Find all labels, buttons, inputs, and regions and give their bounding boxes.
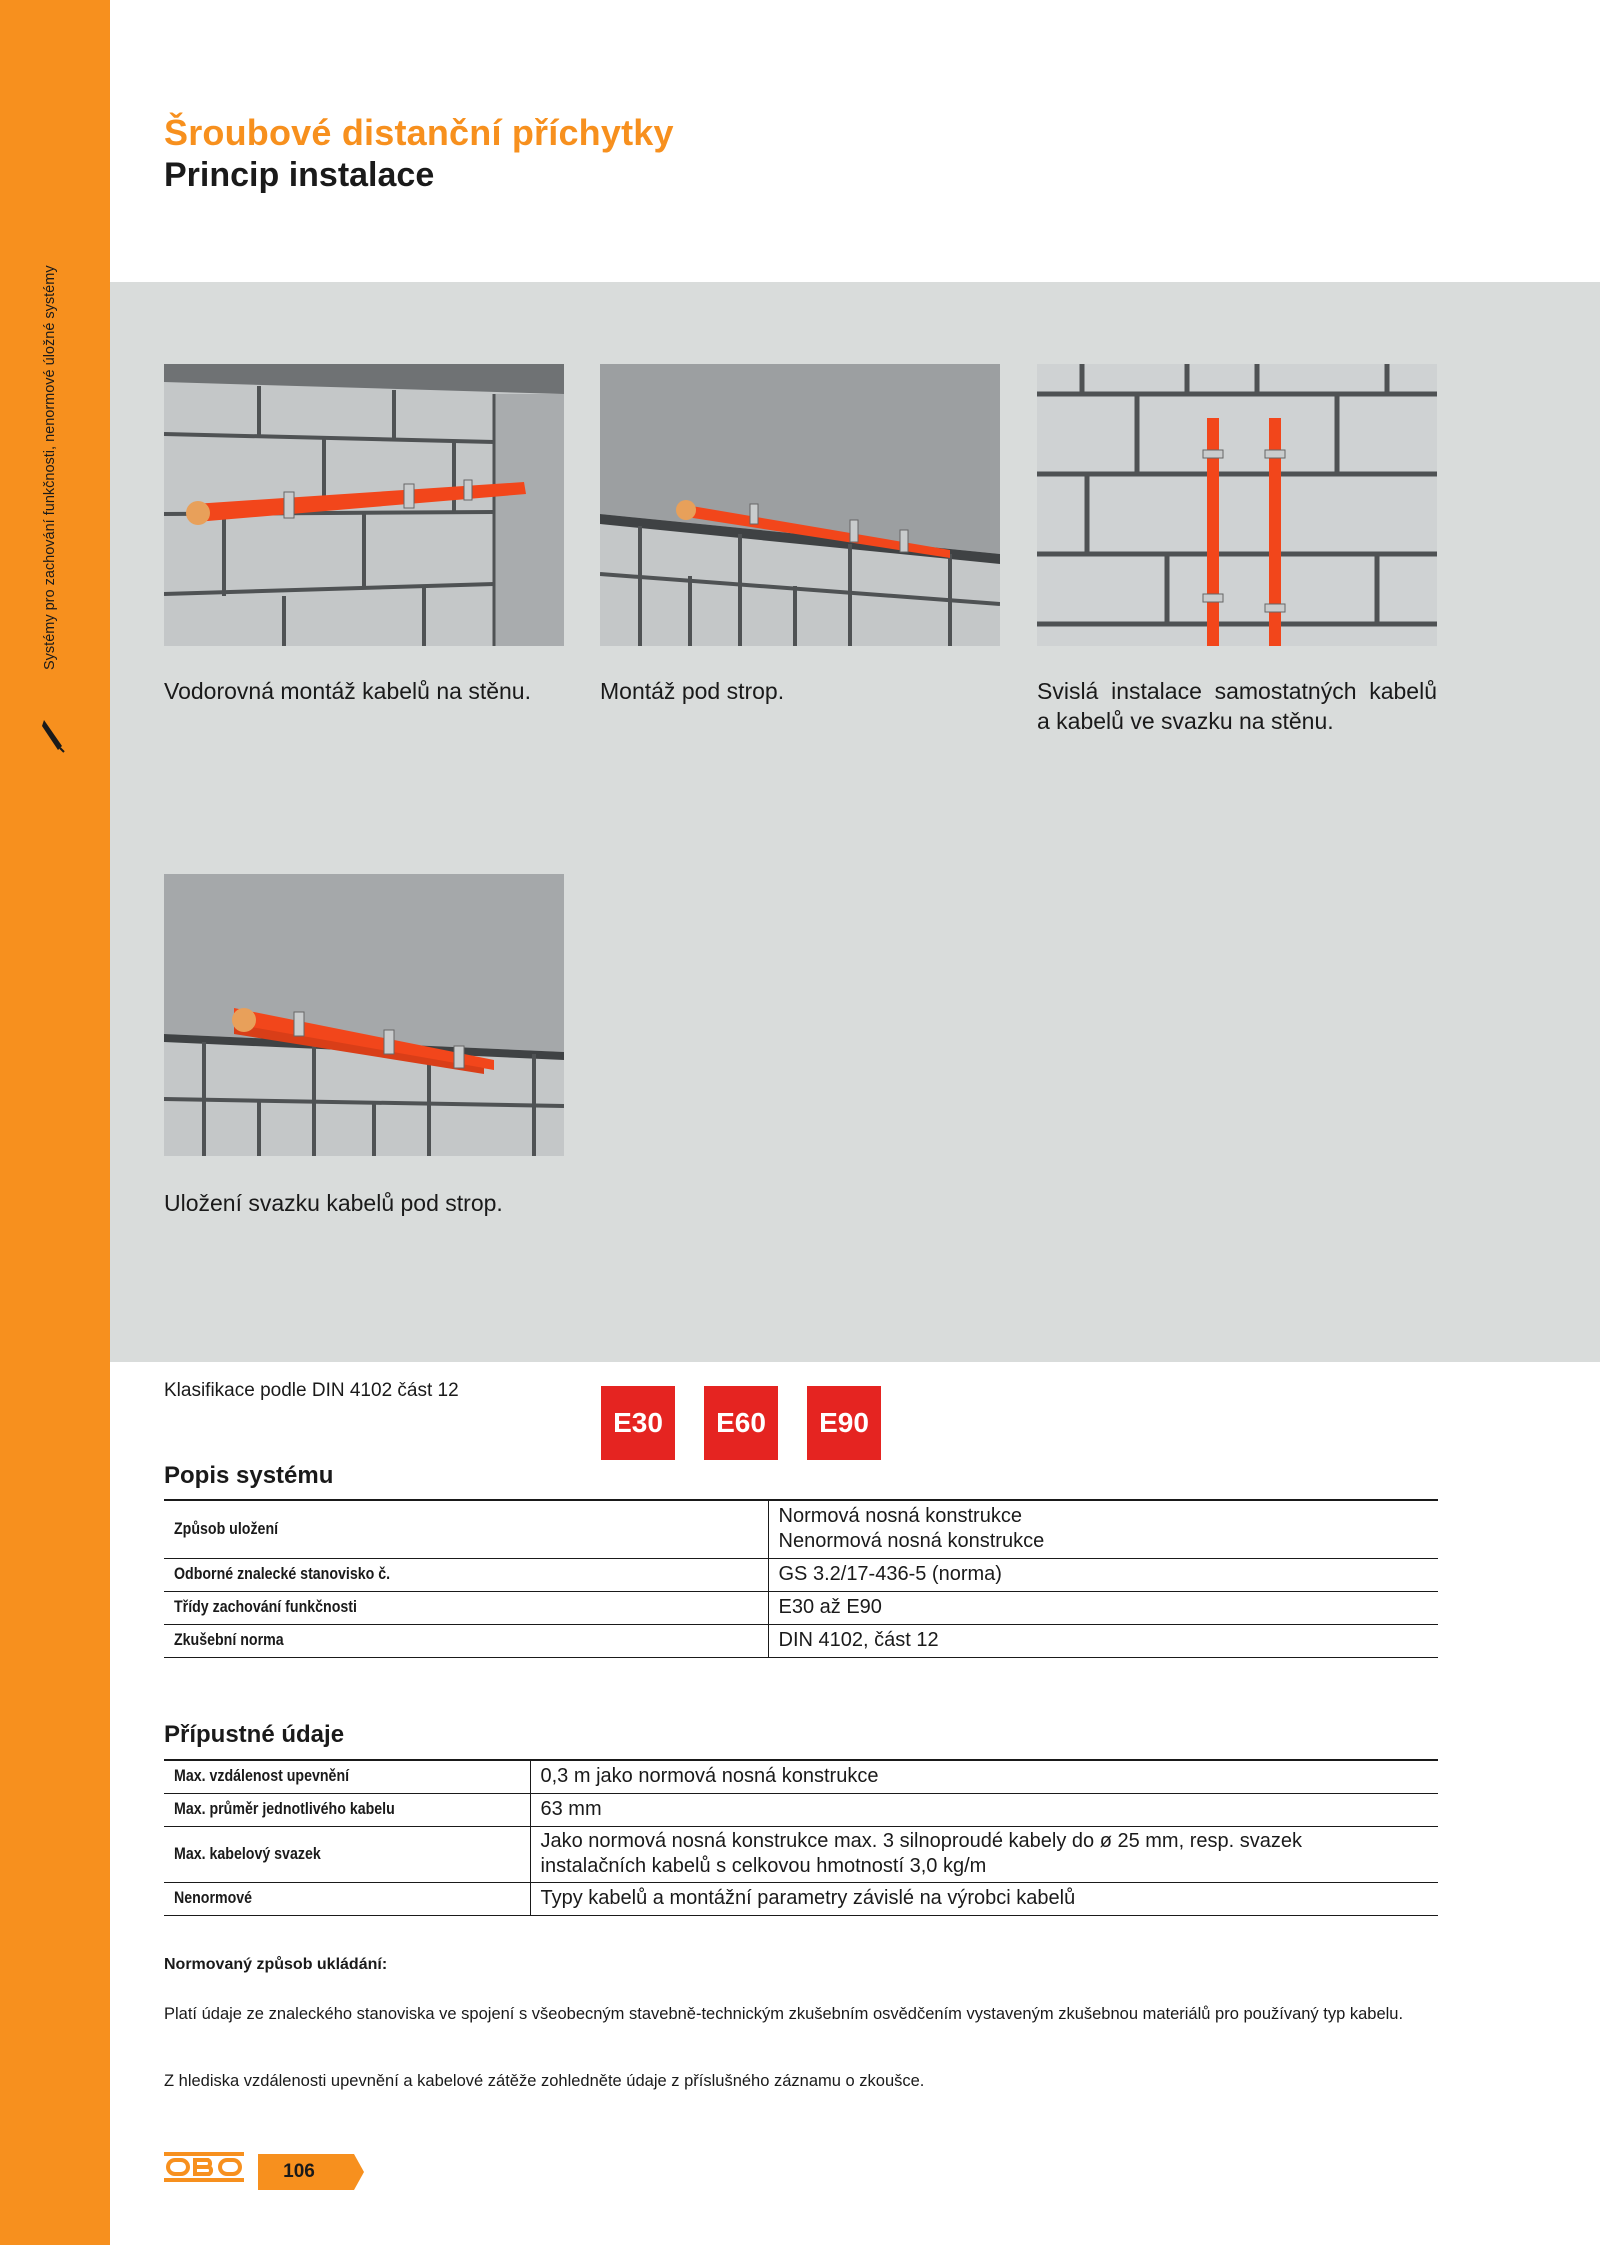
table-row (164, 1591, 1438, 1624)
row-key: Max. průměr jednotlivého kabelu (174, 1800, 395, 1818)
permissible-table (164, 1759, 1438, 1916)
classification-label: Klasifikace podle DIN 4102 část 12 (164, 1380, 459, 1401)
caption-bundle-ceiling: Uložení svazku kabelů pod strop. (164, 1190, 503, 1216)
bundle-ceiling-mount-photo (164, 874, 564, 1156)
row-value: Jako normová nosná konstrukce max. 3 silnoproudé kabely do ø 25 mm, resp. svazek (540, 1830, 1302, 1852)
system-heading: Popis systému (164, 1462, 334, 1489)
row-value: Normová nosná konstrukce (778, 1505, 1022, 1528)
page-subtitle: Princip instalace (164, 156, 435, 194)
row-value: GS 3.2/17-436-5 (norma) (778, 1563, 1002, 1585)
row-key: Max. kabelový svazek (174, 1844, 321, 1863)
badge-e90: E90 (807, 1386, 881, 1460)
notes-paragraph-2: Z hlediska vzdálenosti upevnění a kabelové zátěže zohledněte údaje z příslušného záznamu o zkoušce. (164, 2072, 925, 2090)
ceiling-mount-photo (600, 364, 1000, 646)
row-value: Typy kabelů a montážní parametry závislé na výrobci kabelů (540, 1887, 1076, 1909)
row-value: DIN 4102, část 12 (778, 1629, 939, 1651)
table-row (164, 1882, 1438, 1915)
caption-ceiling: Montáž pod strop. (600, 678, 785, 704)
table-row (164, 1793, 1438, 1826)
system-table (164, 1499, 1438, 1658)
row-key: Odborné znalecké stanovisko č. (174, 1565, 391, 1583)
row-value: 0,3 m jako normová nosná konstrukce (540, 1765, 879, 1788)
table-row (164, 1558, 1438, 1591)
cable-duct-icon (40, 716, 66, 756)
row-value: 63 mm (540, 1798, 602, 1820)
page-title: Šroubové distanční příchytky (164, 112, 674, 153)
row-key: Třídy zachování funkčnosti (174, 1598, 357, 1616)
permissible-heading: Přípustné údaje (164, 1721, 345, 1748)
row-key: Nenormové (174, 1889, 253, 1907)
table-row (164, 1760, 1438, 1793)
row-value: E30 až E90 (778, 1596, 882, 1618)
notes-heading: Normovaný způsob ukládání: (164, 1956, 388, 1973)
row-value-line2: instalačních kabelů s celkovou hmotností 3,0 kg/m (540, 1855, 987, 1877)
page-number: 106 (283, 2161, 315, 2182)
obo-logo (164, 2152, 244, 2182)
caption-horizontal-wall: Vodorovná montáž kabelů na stěnu. (164, 678, 531, 704)
horizontal-wall-mount-photo (164, 364, 564, 646)
row-key: Zkušební norma (174, 1631, 284, 1649)
table-row (164, 1500, 1438, 1558)
notes-paragraph-1: Platí údaje ze znaleckého stanoviska ve spojení s všeobecným stavebně-technickým zkušebním osvědčením vystaveným zkušebnou materiálů pro používaný typ kabelu. (164, 2005, 1404, 2023)
row-value-line2: Nenormová nosná konstrukce (778, 1530, 1045, 1553)
badge-e30: E30 (601, 1386, 675, 1460)
row-key: Max. vzdálenost upevnění (174, 1767, 350, 1786)
badge-e60: E60 (704, 1386, 778, 1460)
table-row (164, 1826, 1438, 1882)
table-row (164, 1624, 1438, 1657)
vertical-wall-mount-photo (1037, 364, 1437, 646)
row-key: Způsob uložení (174, 1519, 279, 1538)
caption-vertical-wall: Svislá instalace samostatných kabelů a kabelů ve svazku na stěnu. (1037, 678, 1437, 734)
sidebar-text: Systémy pro zachování funkčnosti, nenormové úložné systémy (42, 265, 58, 670)
